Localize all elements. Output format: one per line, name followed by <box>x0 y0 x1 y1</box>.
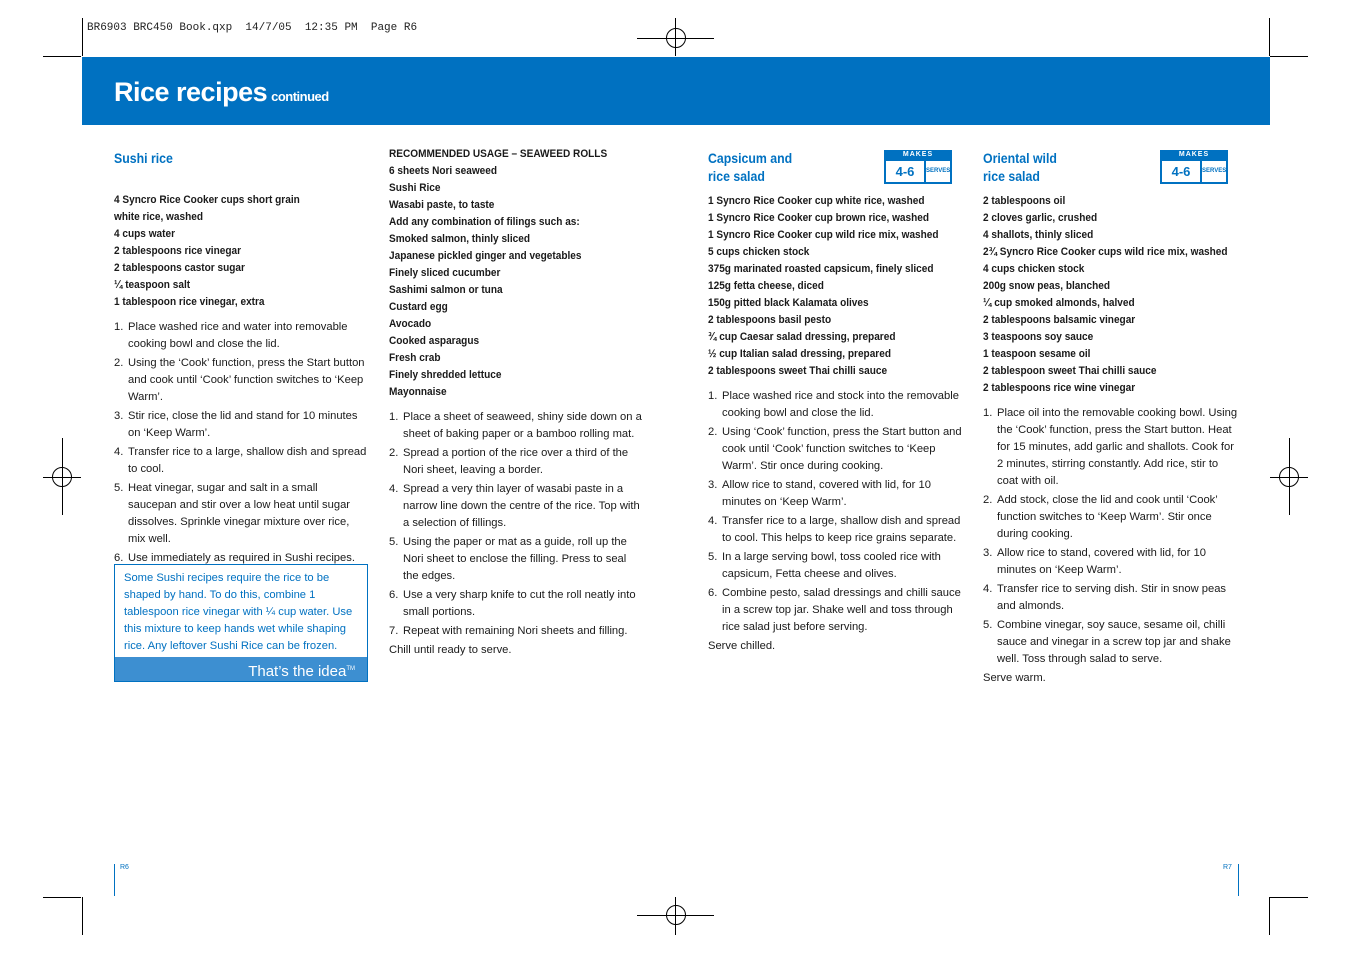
tip-box <box>114 564 368 682</box>
method-step <box>983 545 1241 579</box>
step-text: Using the paper or mat as a guide, roll up the Nori sheet to enclose the filling. Press to seal the edges. <box>403 536 627 582</box>
method-step <box>708 477 964 511</box>
closing-note: Serve warm. <box>983 672 1046 684</box>
ingredient-item: 2 tablespoon sweet Thai chilli sauce <box>983 365 1157 377</box>
method-list <box>708 388 964 636</box>
step-number: 4. <box>708 515 718 527</box>
ingredient-item: 4 cups water <box>114 228 176 240</box>
ingredient-item: 2 tablespoons rice vinegar <box>114 245 242 257</box>
ingredient-list <box>708 193 964 380</box>
step-text: Using the ‘Cook’ function, press the Start button and cook until ‘Cook’ function switches to ‘Keep Warm’. <box>128 357 365 403</box>
ingredient-item: 1 Syncro Rice Cooker cup wild rice mix, washed <box>708 229 939 241</box>
step-text: Spread a very thin layer of wasabi paste in a narrow line down the centre of the rice. Top with a selection of fillings. <box>403 483 640 529</box>
heading-line: Oriental wild <box>983 150 1057 166</box>
ingredient-item: Japanese pickled ginger and vegetables <box>389 250 582 262</box>
ingredient-item: Fresh crab <box>389 352 441 364</box>
crop-mark <box>1270 897 1308 898</box>
ingredient-item: 150g pitted black Kalamata olives <box>708 297 869 309</box>
step-text: Repeat with remaining Nori sheets and filling. <box>403 625 628 637</box>
step-number: 6. <box>708 587 718 599</box>
ingredient-item: Add any combination of filings such as: <box>389 216 580 228</box>
ingredient-item: Avocado <box>389 318 432 330</box>
step-text: Use a very sharp knife to cut the roll neatly into small portions. <box>403 589 636 618</box>
closing-note: Chill until ready to serve. <box>389 644 512 656</box>
capsicum-salad-column <box>708 146 964 655</box>
ingredient-item: 4 Syncro Rice Cooker cups short grain <box>114 194 300 206</box>
step-number: 5. <box>389 536 399 548</box>
step-number: 2. <box>708 426 718 438</box>
ingredient-list <box>983 193 1241 397</box>
method-step <box>389 445 643 479</box>
ingredient-item: 6 sheets Nori seaweed <box>389 165 498 177</box>
recipe-heading: Sushi rice <box>114 150 173 166</box>
step-number: 5. <box>983 619 993 631</box>
ingredient-item: 5 cups chicken stock <box>708 246 810 258</box>
method-step <box>389 534 643 585</box>
step-text: Add stock, close the lid and cook until ‘Cook’ function switches to ‘Keep Warm’. Stir once during cooking. <box>997 494 1218 540</box>
ingredient-item: 2 cloves garlic, crushed <box>983 212 1098 224</box>
print-slug: BR6903 BRC450 Book.qxp 14/7/05 12:35 PM Page R6 <box>87 22 418 34</box>
ingredient-item: 2 tablespoons balsamic vinegar <box>983 314 1136 326</box>
method-step <box>114 319 368 353</box>
ingredient-item: 1 teaspoon sesame oil <box>983 348 1091 360</box>
ingredient-item: Custard egg <box>389 301 448 313</box>
method-step <box>708 388 964 422</box>
page-title <box>114 77 329 108</box>
makes-label: MAKES <box>902 151 934 158</box>
step-text: Using ‘Cook’ function, press the Start button and cook until ‘Cook’ function switches to ‘Keep Warm’. Stir once during cooking. <box>722 426 962 472</box>
tip-banner <box>115 657 367 681</box>
method-list <box>389 409 643 640</box>
crop-mark <box>1269 18 1270 56</box>
step-number: 1. <box>708 390 718 402</box>
crop-mark <box>1269 897 1270 935</box>
method-step <box>389 623 643 640</box>
method-step <box>389 587 643 621</box>
ingredient-item: Cooked asparagus <box>389 335 480 347</box>
step-number: 4. <box>983 583 993 595</box>
method-step <box>708 585 964 636</box>
step-text: Spread a portion of the rice over a third of the Nori sheet, leaving a border. <box>403 447 629 476</box>
heading-line: Capsicum and <box>708 150 793 166</box>
ingredient-item: ¾ cup Caesar salad dressing, prepared <box>708 331 896 343</box>
step-number: 3. <box>708 479 718 491</box>
ingredient-item: Mayonnaise <box>389 386 447 398</box>
step-text: Place oil into the removable cooking bowl. Using the ‘Cook’ function, press the Start button. Heat for 15 minutes, add garlic and shallots. Cook for 2 minutes, stirring constantly. Add rice, stir to coat with oil. <box>997 407 1238 487</box>
ingredient-item: 3 teaspoons soy sauce <box>983 331 1094 343</box>
step-number: 2. <box>389 447 399 459</box>
title-continued: continued <box>271 89 329 104</box>
step-text: Allow rice to stand, covered with lid, for 10 minutes on ‘Keep Warm’. <box>722 479 931 508</box>
step-number: 1. <box>389 411 399 423</box>
method-step <box>708 549 964 583</box>
serves-label: SERVES <box>1202 161 1226 182</box>
method-step <box>114 408 368 442</box>
makes-badge <box>1160 150 1228 184</box>
step-text: In a large serving bowl, toss cooled rice with capsicum, Fetta cheese and olives. <box>722 551 941 580</box>
step-number: 2. <box>114 357 124 369</box>
method-list <box>983 405 1241 668</box>
makes-value: 4-6 <box>886 161 924 182</box>
ingredient-item: 4 cups chicken stock <box>983 263 1085 275</box>
step-text: Place washed rice and stock into the removable cooking bowl and close the lid. <box>722 390 959 419</box>
ingredient-item: Finely sliced cucumber <box>389 267 501 279</box>
method-step <box>114 444 368 478</box>
ingredient-item: 2¾ Syncro Rice Cooker cups wild rice mix, washed <box>983 246 1228 258</box>
method-step <box>114 480 368 548</box>
step-number: 2. <box>983 494 993 506</box>
step-text: Heat vinegar, sugar and salt in a small saucepan and stir over a low heat until sugar dissolves. Sprinkle vinegar mixture over rice, mix well. <box>128 482 351 545</box>
method-step <box>389 409 643 443</box>
crop-mark <box>82 897 83 935</box>
ingredient-item: Smoked salmon, thinly sliced <box>389 233 531 245</box>
crop-mark <box>43 897 81 898</box>
tip-text: Some Sushi recipes require the rice to be shaped by hand. To do this, combine 1 tablespoon rice vinegar with ¼ cup water. Use this mixture to keep hands wet while shaping rice. Any leftover Sushi Rice can be frozen. <box>124 572 353 652</box>
step-number: 6. <box>389 589 399 601</box>
ingredient-item: 1 Syncro Rice Cooker cup brown rice, washed <box>708 212 930 224</box>
method-step <box>114 355 368 406</box>
page-number-right: R7 <box>1223 864 1232 871</box>
ingredient-item: 2 tablespoons oil <box>983 195 1066 207</box>
ingredient-item: Wasabi paste, to taste <box>389 199 495 211</box>
ingredient-list <box>114 192 368 311</box>
method-step <box>983 405 1241 490</box>
ingredient-item: 1 tablespoon rice vinegar, extra <box>114 296 265 308</box>
makes-badge <box>884 150 952 184</box>
title-text: Rice recipes <box>114 77 268 107</box>
header-banner <box>82 57 1270 125</box>
method-step <box>983 617 1241 668</box>
step-text: Place washed rice and water into removable cooking bowl and close the lid. <box>128 321 348 350</box>
seaweed-rolls-column <box>389 146 643 659</box>
step-number: 4. <box>389 483 399 495</box>
step-text: Combine vinegar, soy sauce, sesame oil, chilli sauce and vinegar in a screw top jar and shake well. Toss through salad to serve. <box>997 619 1231 665</box>
tip-banner-label: That’s the idea <box>248 663 347 680</box>
ingredient-item: ¼ cup smoked almonds, halved <box>983 297 1135 309</box>
step-text: Transfer rice to a large, shallow dish and spread to cool. This helps to keep rice grains separate. <box>722 515 961 544</box>
method-list <box>114 319 368 567</box>
ingredient-item: 200g snow peas, blanched <box>983 280 1111 292</box>
method-step <box>983 581 1241 615</box>
step-text: Allow rice to stand, covered with lid, for 10 minutes on ‘Keep Warm’. <box>997 547 1206 576</box>
step-text: Transfer rice to a large, shallow dish and spread to cool. <box>128 446 367 475</box>
makes-value: 4-6 <box>1162 161 1200 182</box>
ingredient-item: 125g fetta cheese, diced <box>708 280 824 292</box>
ingredient-item: ¼ teaspoon salt <box>114 279 191 291</box>
ingredient-item: 375g marinated roasted capsicum, finely sliced <box>708 263 934 275</box>
method-step <box>708 424 964 475</box>
ingredient-item: 2 tablespoons basil pesto <box>708 314 832 326</box>
ingredient-item: Sashimi salmon or tuna <box>389 284 503 296</box>
step-text: Transfer rice to serving dish. Stir in snow peas and almonds. <box>997 583 1227 612</box>
step-number: 1. <box>983 407 993 419</box>
trademark-mark: TM <box>346 666 355 672</box>
ingredient-item: Finely shredded lettuce <box>389 369 502 381</box>
crop-mark <box>1270 56 1308 57</box>
step-text: Place a sheet of seaweed, shiny side down on a sheet of baking paper or a bamboo rolling mat. <box>403 411 642 440</box>
serves-label: SERVES <box>926 161 950 182</box>
ingredient-item: 1 Syncro Rice Cooker cup white rice, washed <box>708 195 925 207</box>
step-text: Combine pesto, salad dressings and chilli sauce in a screw top jar. Shake well and toss through rice salad just before serving. <box>722 587 961 633</box>
ingredient-item: Sushi Rice <box>389 182 441 194</box>
step-number: 7. <box>389 625 399 637</box>
ingredient-list <box>389 146 643 401</box>
crop-mark <box>82 18 83 56</box>
page-rule-left <box>114 864 115 896</box>
page-number-left: R6 <box>120 864 129 871</box>
step-text: Stir rice, close the lid and stand for 10 minutes on ‘Keep Warm’. <box>128 410 358 439</box>
step-number: 4. <box>114 446 124 458</box>
step-number: 3. <box>983 547 993 559</box>
step-number: 6. <box>114 552 124 564</box>
makes-label: MAKES <box>1178 151 1210 158</box>
ingredient-item: 4 shallots, thinly sliced <box>983 229 1094 241</box>
heading-line: rice salad <box>708 168 765 184</box>
ingredient-item: 2 tablespoons castor sugar <box>114 262 245 274</box>
crop-mark <box>43 56 81 57</box>
heading-line: rice salad <box>983 168 1040 184</box>
ingredient-item: ½ cup Italian salad dressing, prepared <box>708 348 891 360</box>
page-rule-right <box>1238 864 1239 896</box>
step-number: 5. <box>114 482 124 494</box>
step-number: 3. <box>114 410 124 422</box>
method-step <box>983 492 1241 543</box>
step-number: 5. <box>708 551 718 563</box>
ingredient-item: 2 tablespoons sweet Thai chilli sauce <box>708 365 888 377</box>
sushi-rice-column <box>114 146 368 569</box>
closing-note: Serve chilled. <box>708 640 776 652</box>
oriental-salad-column <box>983 146 1241 687</box>
ingredient-item: RECOMMENDED USAGE – SEAWEED ROLLS <box>389 148 608 160</box>
step-text: Use immediately as required in Sushi recipes. <box>128 552 355 564</box>
ingredient-item: 2 tablespoons rice wine vinegar <box>983 382 1136 394</box>
ingredient-item: white rice, washed <box>114 211 203 223</box>
method-step <box>389 481 643 532</box>
method-step <box>708 513 964 547</box>
step-number: 1. <box>114 321 124 333</box>
